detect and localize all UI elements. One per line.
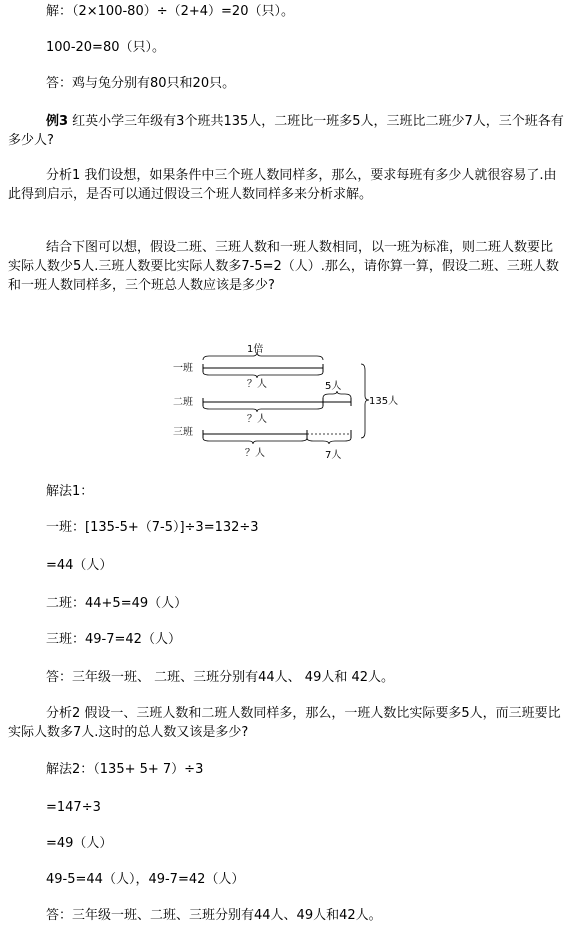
label-diff-7: 7人 xyxy=(325,450,342,461)
method-1-step-2: =44（人） xyxy=(46,558,113,573)
line-segment-diagram xyxy=(165,338,415,468)
method-2-step-2: =49（人） xyxy=(46,836,113,851)
label-class-3: 三班 xyxy=(173,427,193,438)
brace-extra-5 xyxy=(323,391,351,398)
method-1-step-1: 一班：[135-5+（7-5）]÷3=132÷3 xyxy=(46,520,259,535)
analysis-1-detail: 结合下图可以想，假设二班、三班人数和一班人数相同，以一班为标准，则二班人数要比实际人数少5人.三班人数要比实际人数多7-5=2（人）.那么，请你算一算，假设二班、三班人数和一班人数同样多，三个班总人数应该是多少? xyxy=(8,240,559,293)
unknown-class-2: ？人 xyxy=(247,414,267,425)
method-2-step-1: =147÷3 xyxy=(46,800,101,815)
method-2-title: 解法2：（135+ 5+ 7）÷3 xyxy=(46,762,204,777)
unknown-class-3: ？人 xyxy=(245,448,265,459)
analysis-1: 分析1 我们设想，如果条件中三个班人数同样多，那么，要求每班有多少人就很容易了.由此得到启示，是否可以通过假设三个班人数同样多来分析求解。 xyxy=(8,168,557,202)
solution-line-2: 100-20=80（只）。 xyxy=(46,40,165,55)
method-2-answer: 答：三年级一班、二班、三班分别有44人、49人和42人。 xyxy=(46,908,382,923)
label-class-2: 二班 xyxy=(173,397,193,408)
unknown-class-1: ？人 xyxy=(247,379,267,390)
brace-diff-7 xyxy=(307,438,351,444)
label-one-unit: 1倍 xyxy=(247,344,264,355)
answer-line: 答：鸡与兔分别有80只和20只。 xyxy=(46,76,236,91)
example-3 xyxy=(8,112,564,150)
method-1-step-4: 三班：49-7=42（人） xyxy=(46,632,181,647)
brace-class-1 xyxy=(203,372,323,378)
method-1-answer: 答：三年级一班、 二班、三班分别有44人、 49人和 42人。 xyxy=(46,670,395,685)
label-extra-5: 5人 xyxy=(325,381,342,392)
brace-class-3 xyxy=(203,438,307,444)
label-total: 135人 xyxy=(369,396,399,407)
method-1-step-3: 二班：44+5=49（人） xyxy=(46,596,188,611)
method-1-title: 解法1： xyxy=(46,484,94,499)
brace-total xyxy=(361,364,369,438)
solution-line-1: 解：（2×100-80）÷（2+4）=20（只）。 xyxy=(46,4,294,19)
analysis-2: 分析2 假设一、三班人数和二班人数同样多，那么，一班人数比实际要多5人，而三班要比实际人数多7人.这时的总人数又该是多少? xyxy=(8,706,561,740)
method-2-step-3: 49-5=44（人），49-7=42（人） xyxy=(46,872,245,887)
label-class-1: 一班 xyxy=(173,363,193,374)
brace-class-2 xyxy=(203,406,323,412)
example-text: 红英小学三年级有3个班共135人，二班比一班多5人，三班比二班少7人，三个班各有多少人? xyxy=(8,114,564,148)
example-label: 例3 xyxy=(46,114,69,129)
